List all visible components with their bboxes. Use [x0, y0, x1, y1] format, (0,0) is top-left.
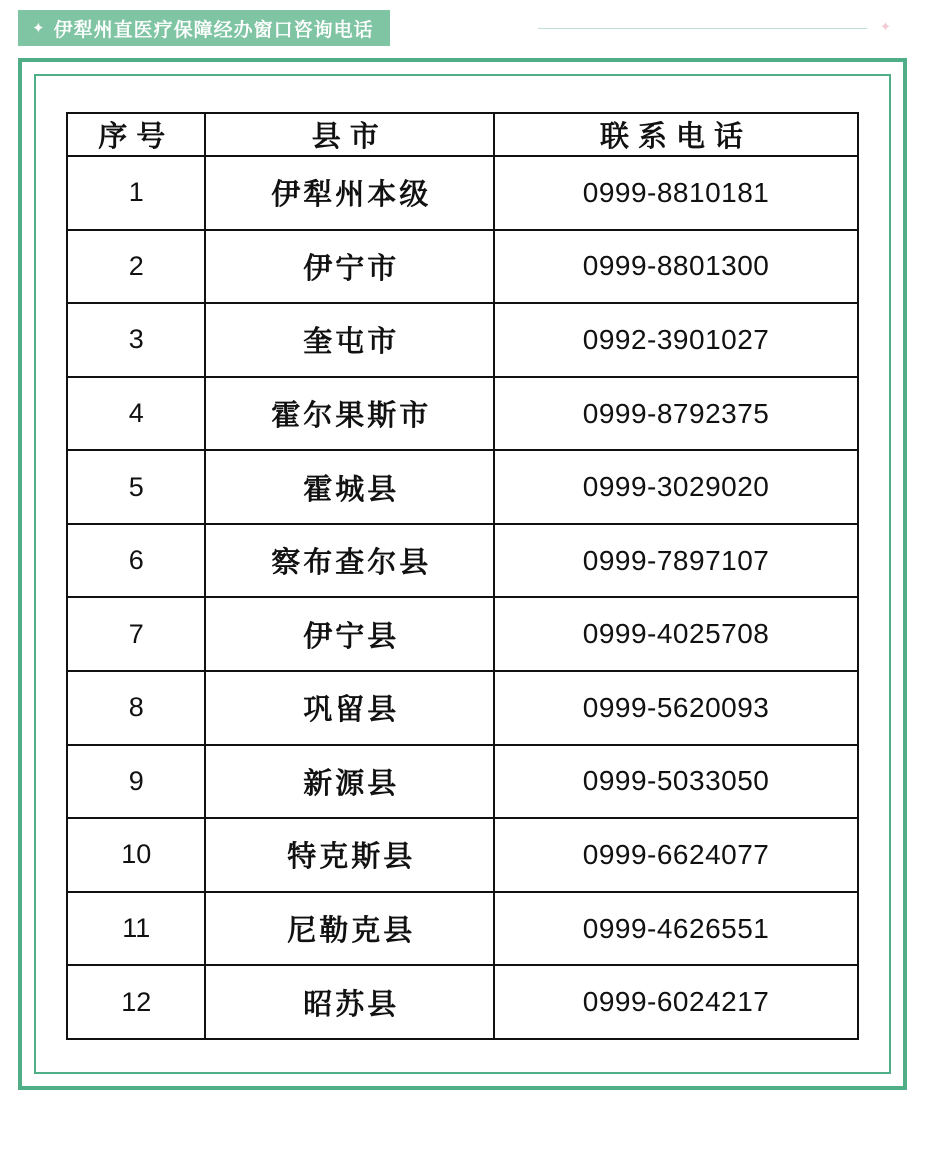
cell-phone: 0999-4025708: [494, 597, 858, 671]
table-row: [67, 818, 858, 892]
column-header-phone: 联系电话: [494, 113, 858, 156]
table-row: [67, 745, 858, 819]
cell-index: 5: [67, 450, 205, 524]
column-header-index: 序号: [67, 113, 205, 156]
table-row: [67, 450, 858, 524]
cell-phone: 0992-3901027: [494, 303, 858, 377]
cell-phone: 0999-6024217: [494, 965, 858, 1039]
table-row: [67, 156, 858, 230]
cell-index: 3: [67, 303, 205, 377]
table-row: [67, 524, 858, 598]
table-row: [67, 892, 858, 966]
cell-city: 伊宁县: [205, 597, 494, 671]
cell-index: 6: [67, 524, 205, 598]
cell-city: 昭苏县: [205, 965, 494, 1039]
cell-index: 11: [67, 892, 205, 966]
cell-index: 10: [67, 818, 205, 892]
cell-phone: 0999-7897107: [494, 524, 858, 598]
cell-index: 8: [67, 671, 205, 745]
cell-index: 9: [67, 745, 205, 819]
cell-city: 特克斯县: [205, 818, 494, 892]
header-banner: [18, 10, 390, 46]
content-frame-inner: [34, 74, 891, 1074]
cell-city: 新源县: [205, 745, 494, 819]
cell-phone: 0999-8810181: [494, 156, 858, 230]
header-divider: [538, 28, 867, 29]
cell-phone: 0999-6624077: [494, 818, 858, 892]
cell-phone: 0999-5620093: [494, 671, 858, 745]
page-title: 伊犁州直医疗保障经办窗口咨询电话: [53, 19, 374, 41]
phone-table: [66, 112, 859, 1040]
cell-city: 尼勒克县: [205, 892, 494, 966]
cell-city: 霍城县: [205, 450, 494, 524]
table-row: [67, 377, 858, 451]
cell-index: 4: [67, 377, 205, 451]
column-header-city: 县市: [205, 113, 494, 156]
table-row: [67, 671, 858, 745]
table-row: [67, 230, 858, 304]
content-frame-outer: [18, 58, 907, 1090]
cell-city: 巩留县: [205, 671, 494, 745]
cell-index: 1: [67, 156, 205, 230]
table-header-row: [67, 113, 858, 156]
table-row: [67, 965, 858, 1039]
sparkle-accent-icon: ✦: [880, 19, 891, 34]
cell-phone: 0999-4626551: [494, 892, 858, 966]
phone-table-container: [66, 112, 859, 1040]
cell-city: 伊犁州本级: [205, 156, 494, 230]
table-row: [67, 597, 858, 671]
cell-index: 7: [67, 597, 205, 671]
cell-phone: 0999-8792375: [494, 377, 858, 451]
cell-city: 察布查尔县: [205, 524, 494, 598]
cell-index: 12: [67, 965, 205, 1039]
cell-phone: 0999-5033050: [494, 745, 858, 819]
sparkle-icon: ✦: [32, 19, 46, 37]
table-row: [67, 303, 858, 377]
cell-phone: 0999-3029020: [494, 450, 858, 524]
page-header: [18, 10, 907, 50]
cell-phone: 0999-8801300: [494, 230, 858, 304]
cell-city: 伊宁市: [205, 230, 494, 304]
cell-city: 奎屯市: [205, 303, 494, 377]
cell-index: 2: [67, 230, 205, 304]
cell-city: 霍尔果斯市: [205, 377, 494, 451]
